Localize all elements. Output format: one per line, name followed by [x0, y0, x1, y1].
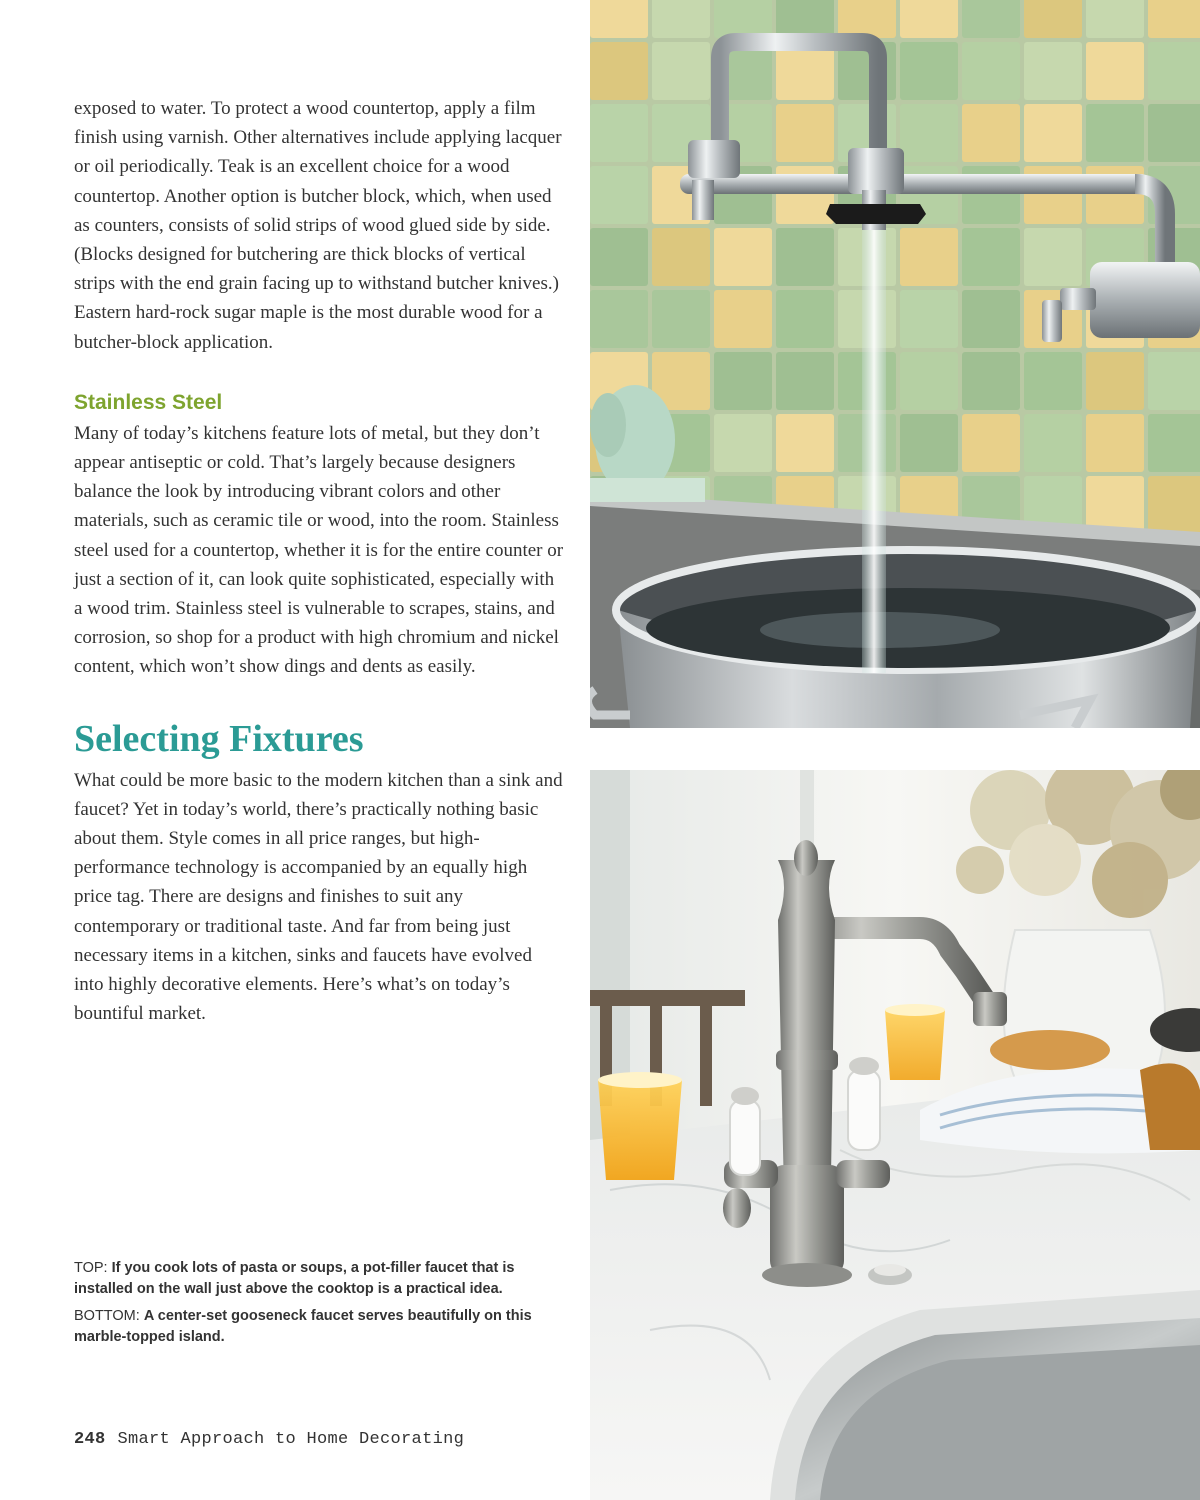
- wall-tile: [900, 228, 958, 286]
- book-title: Smart Approach to Home Decorating: [117, 1430, 465, 1449]
- wall-tile: [1086, 42, 1144, 100]
- wall-tile: [776, 290, 834, 348]
- wall-tile: [1148, 352, 1200, 410]
- wall-tile: [714, 414, 772, 472]
- selecting-fixtures-paragraph: What could be more basic to the modern kitchen than a sink and faucet? Yet in today’s world, there’s practically nothing basic about them. Style comes in all price ranges, but high-performance technology is accompanied by an equally high price tag. There are designs and finishes to suit any contemporary or traditional taste. And far from being just necessary items in a kitchen, sinks and faucets have evolved into highly decorative elements. Here’s what’s on today’s bountiful market.: [74, 769, 563, 1025]
- wall-tile: [1148, 104, 1200, 162]
- wall-tile: [652, 290, 710, 348]
- wall-tile: [1148, 414, 1200, 472]
- caption-bottom-text: A center-set gooseneck faucet serves beautifully on this marble-topped island.: [74, 1308, 532, 1345]
- wall-tile: [776, 0, 834, 38]
- wall-tile: [962, 104, 1020, 162]
- wall-tile: [590, 290, 648, 348]
- wall-tile: [1086, 104, 1144, 162]
- wall-tile: [714, 228, 772, 286]
- caption-top-text: If you cook lots of pasta or soups, a pot-filler faucet that is installed on the wall just above the cooktop is a practical idea.: [74, 1260, 515, 1297]
- wall-tile: [776, 352, 834, 410]
- wall-tile: [1024, 42, 1082, 100]
- wall-tile: [1024, 352, 1082, 410]
- caption-bottom-label: BOTTOM:: [74, 1308, 140, 1324]
- wall-tile: [1148, 42, 1200, 100]
- wall-tile: [590, 42, 648, 100]
- wall-tile: [1024, 228, 1082, 286]
- wall-tile: [590, 228, 648, 286]
- wall-tile: [714, 290, 772, 348]
- wall-tile: [590, 166, 648, 224]
- stainless-steel-paragraph: Many of today’s kitchens feature lots of metal, but they don’t appear antiseptic or cold. That’s largely because designers balance the look by introducing vibrant colors and other materials, such as ceramic tile or wood, into the room. Stainless steel used for a countertop, whether it is for the entire counter or just a section of it, can look quite sophisticated, especially with a wood trim. Stainless steel is vulnerable to scrapes, stains, and corrosion, so shop for a product with high chromium and nickel content, which won’t show dings and dents as easily.: [74, 422, 564, 678]
- caption-top: [74, 1258, 544, 1300]
- wall-tile: [962, 228, 1020, 286]
- wall-tile: [652, 228, 710, 286]
- wall-tile: [962, 0, 1020, 38]
- wall-tile: [1148, 476, 1200, 534]
- wall-tile: [900, 290, 958, 348]
- wall-tile: [1086, 0, 1144, 38]
- wall-tile: [900, 352, 958, 410]
- gooseneck-faucet-photo: [590, 770, 1200, 1500]
- stainless-steel-heading: Stainless Steel: [74, 390, 223, 414]
- photo-captions: [74, 1258, 544, 1354]
- wall-tile: [838, 0, 896, 38]
- wall-tile: [776, 414, 834, 472]
- wall-tile: [652, 42, 710, 100]
- caption-top-label: TOP:: [74, 1260, 108, 1276]
- wall-tile: [652, 0, 710, 38]
- page-footer: [74, 1430, 464, 1449]
- wall-tile: [590, 0, 648, 38]
- wall-tile: [590, 104, 648, 162]
- wall-tile: [1086, 352, 1144, 410]
- wall-tile: [962, 414, 1020, 472]
- caption-bottom: [74, 1306, 544, 1348]
- page-number: 248: [74, 1430, 106, 1449]
- wall-tile: [1024, 104, 1082, 162]
- wall-tile: [1086, 414, 1144, 472]
- wall-tile: [776, 104, 834, 162]
- wall-tile: [900, 42, 958, 100]
- wall-tile: [1024, 0, 1082, 38]
- gooseneck-illustration: [590, 770, 1200, 1500]
- pot-filler-illustration: [590, 0, 1200, 728]
- wall-tile: [962, 352, 1020, 410]
- wall-tile: [900, 414, 958, 472]
- wall-tile: [962, 42, 1020, 100]
- wall-tile: [900, 104, 958, 162]
- wall-tile: [714, 352, 772, 410]
- wall-tile: [1024, 414, 1082, 472]
- selecting-fixtures-heading: Selecting Fixtures: [74, 717, 364, 760]
- wall-tile: [776, 228, 834, 286]
- wall-tile: [962, 290, 1020, 348]
- intro-paragraph: exposed to water. To protect a wood countertop, apply a film finish using varnish. Other alternatives include applying lacquer or oil periodically. Teak is an excellent choice for a wood countertop. Another option is butcher block, which, when used as counters, consists of solid strips of wood glued side by side. (Blocks designed for butchering are thick blocks of vertical strips with the end grain facing up to withstand butcher knives.) Eastern hard-rock sugar maple is the most durable wood for a butcher-block application.: [74, 98, 562, 353]
- main-text-column: [74, 94, 564, 1028]
- wall-tile: [1148, 0, 1200, 38]
- wall-tile: [900, 0, 958, 38]
- pot-filler-faucet-photo: [590, 0, 1200, 728]
- wall-tile: [714, 0, 772, 38]
